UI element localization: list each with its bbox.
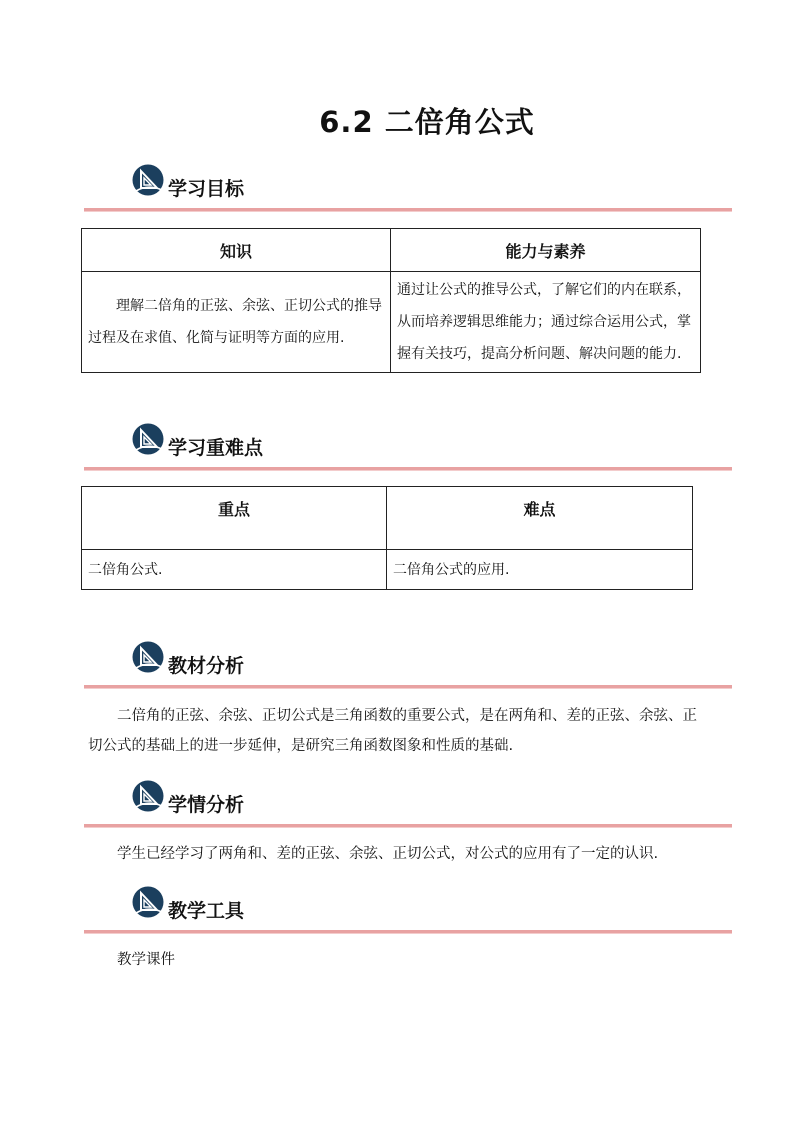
section-divider xyxy=(84,685,732,689)
table-header: 重点 xyxy=(82,487,387,550)
table-cell: 理解二倍角的正弦、余弦、正切公式的推导过程及在求值、化简与证明等方面的应用. xyxy=(88,298,382,346)
students-paragraph: 学生已经学习了两角和、差的正弦、余弦、正切公式，对公式的应用有了一定的认识. xyxy=(117,846,659,862)
section-heading-tools xyxy=(84,886,732,940)
section-divider xyxy=(84,824,732,828)
table-header: 难点 xyxy=(387,487,693,550)
set-square-icon xyxy=(132,641,164,673)
set-square-icon xyxy=(132,164,164,196)
section-title: 教学工具 xyxy=(168,900,245,922)
section-heading-keypoints xyxy=(84,423,732,477)
section-heading-goals xyxy=(84,164,732,218)
table-header: 能力与素养 xyxy=(391,229,701,272)
table-header: 知识 xyxy=(82,229,391,272)
set-square-icon xyxy=(132,423,164,455)
section-heading-material xyxy=(84,641,732,695)
section-title: 学情分析 xyxy=(168,794,245,816)
section-title: 学习重难点 xyxy=(168,437,264,459)
material-paragraph: 二倍角的正弦、余弦、正切公式是三角函数的重要公式，是在两角和、差的正弦、余弦、正切公式的基础上的进一步延伸，是研究三角函数图象和性质的基础. xyxy=(88,708,697,754)
set-square-icon xyxy=(132,886,164,918)
goals-table xyxy=(81,228,701,373)
tools-paragraph: 教学课件 xyxy=(117,952,175,968)
section-divider xyxy=(84,467,732,471)
section-title: 教材分析 xyxy=(168,655,245,677)
section-divider xyxy=(84,930,732,934)
table-cell: 通过让公式的推导公式，了解它们的内在联系，从而培养逻辑思维能力；通过综合运用公式，掌握有关技巧，提高分析问题、解决问题的能力. xyxy=(397,282,691,362)
table-cell: 二倍角公式. xyxy=(88,561,163,578)
table-cell: 二倍角公式的应用. xyxy=(393,561,510,578)
section-heading-students xyxy=(84,780,732,834)
section-divider xyxy=(84,208,732,212)
section-title: 学习目标 xyxy=(168,178,245,200)
set-square-icon xyxy=(132,780,164,812)
page-title: 6.2 二倍角公式 xyxy=(319,105,535,139)
keypoints-table xyxy=(81,486,693,590)
